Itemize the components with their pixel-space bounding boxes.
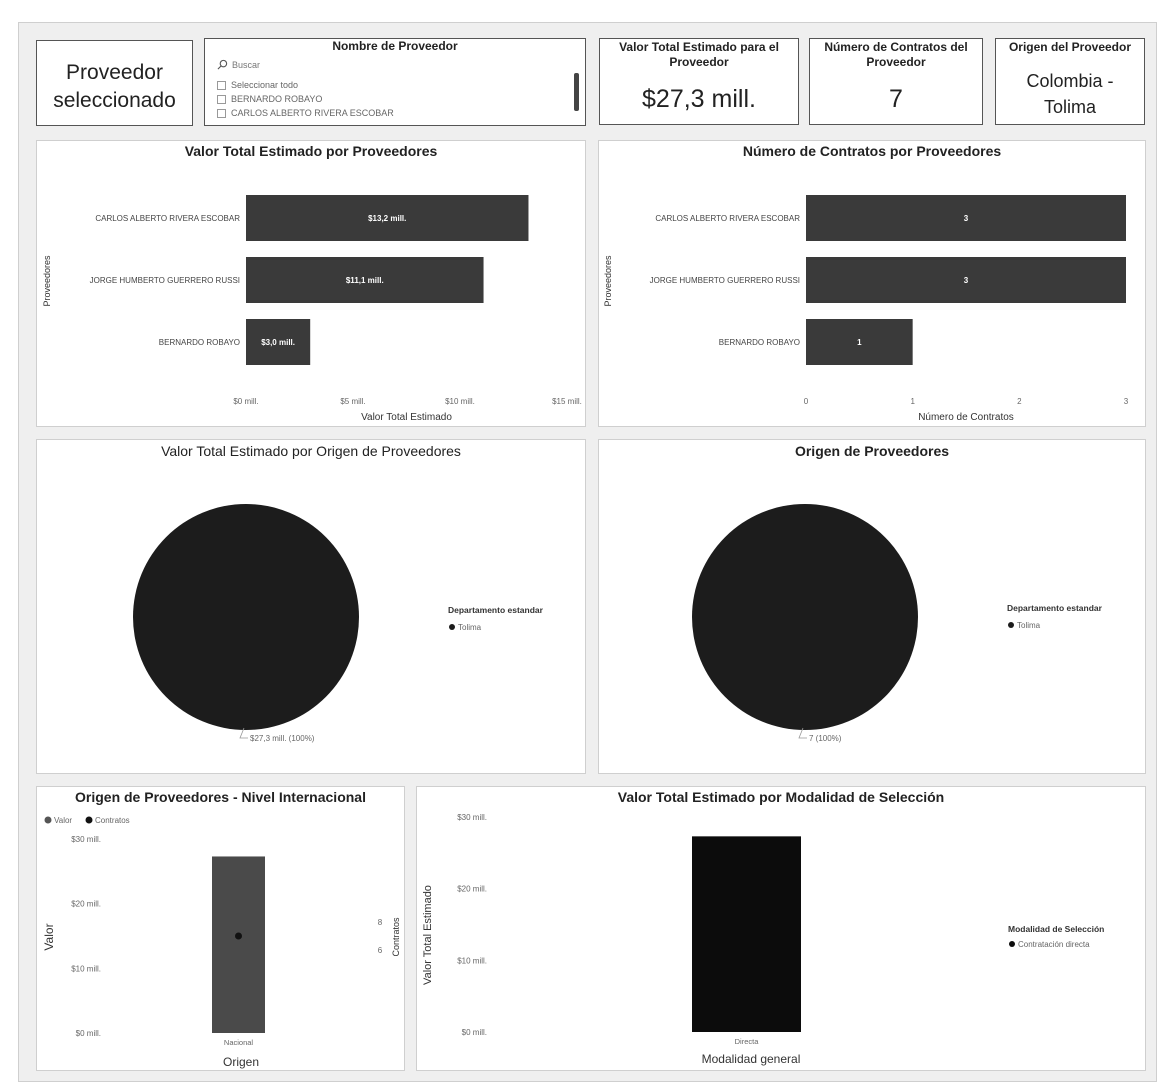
slicer-title: Nombre de Proveedor	[332, 39, 458, 53]
bar	[212, 856, 265, 1033]
y2-tick-label: 6	[377, 945, 383, 955]
legend-title: Modalidad de Selección	[1008, 924, 1105, 934]
kpi-valor-title: Valor Total Estimado para el Proveedor	[619, 40, 779, 69]
data-label: 3	[963, 276, 969, 285]
search-icon	[217, 59, 228, 70]
y-axis-label: Proveedores	[42, 255, 52, 307]
data-label: 1	[857, 338, 862, 347]
chart-contratos-proveedores-svg	[599, 141, 1147, 428]
x-axis-label: Valor Total Estimado	[361, 412, 452, 423]
chart-title: Valor Total Estimado por Modalidad de Selección	[617, 789, 945, 805]
category-label: CARLOS ALBERTO RIVERA ESCOBAR	[95, 214, 240, 223]
legend-title: Departamento estandar	[448, 605, 543, 615]
legend-item: Contratos	[95, 816, 130, 825]
chart-title: Origen de Proveedores	[794, 443, 950, 459]
y2-tick-label: 8	[377, 918, 383, 928]
x-axis-label: Origen	[222, 1055, 260, 1069]
chart-valor-origen	[36, 439, 586, 774]
chart-contratos-proveedores	[598, 140, 1146, 427]
y-tick-label: $0 mill.	[75, 1029, 101, 1038]
x-tick-label: Nacional	[223, 1038, 254, 1047]
slicer-item-carlos[interactable]	[217, 108, 394, 118]
chart-title: Valor Total Estimado por Origen de Proveedores	[161, 443, 461, 459]
legend-item: Tolima	[458, 623, 482, 632]
y-tick-label: $10 mill.	[71, 964, 101, 974]
kpi-origen-title: Origen del Proveedor	[1008, 40, 1132, 54]
legend-item: Valor	[54, 816, 73, 825]
y-tick-label: $0 mill.	[461, 1028, 487, 1037]
slicer-item-label: CARLOS ALBERTO RIVERA ESCOBAR	[231, 108, 394, 118]
y-tick-label: $30 mill.	[457, 813, 487, 822]
kpi-origen-value: Colombia - Tolima	[1026, 71, 1114, 117]
legend-dot-icon	[86, 817, 93, 824]
checkbox-icon	[217, 95, 226, 104]
legend-dot-icon	[1008, 622, 1014, 628]
category-label: CARLOS ALBERTO RIVERA ESCOBAR	[655, 214, 800, 223]
legend-dot-icon	[1009, 941, 1015, 947]
x-tick-label: 0	[803, 397, 809, 406]
x-tick-label: $15 mill.	[552, 397, 582, 406]
legend-dot-icon	[45, 817, 52, 824]
x-axis-label: Número de Contratos	[918, 412, 1014, 423]
category-label: JORGE HUMBERTO GUERRERO RUSSI	[89, 276, 240, 285]
legend-item: Contratación directa	[1018, 940, 1090, 949]
legend-item: Tolima	[1017, 621, 1041, 630]
y-axis-label: Valor Total Estimado	[422, 885, 434, 985]
x-tick-label: 2	[1017, 397, 1022, 406]
bar	[692, 836, 801, 1032]
data-point	[235, 933, 242, 940]
pie-data-label: $27,3 mill. (100%)	[250, 734, 315, 743]
slicer-item-bernardo[interactable]	[217, 94, 322, 104]
chart-origen-proveedores	[598, 439, 1146, 774]
chart-nivel-internacional-svg	[37, 787, 406, 1072]
kpi-origen-card	[995, 38, 1145, 125]
kpi-contratos-title: Número de Contratos del Proveedor	[824, 40, 968, 69]
legend-title: Departamento estandar	[1007, 603, 1102, 613]
legend-dot-icon	[449, 624, 455, 630]
data-label: $11,1 mill.	[345, 276, 384, 285]
kpi-valor-card	[599, 38, 799, 125]
chart-modalidad	[416, 786, 1146, 1071]
data-label: $3,0 mill.	[261, 338, 295, 347]
chart-nivel-internacional	[36, 786, 405, 1071]
selected-supplier-card	[36, 40, 193, 126]
x-tick-label: $5 mill.	[340, 397, 366, 406]
slicer-search[interactable]	[217, 59, 260, 70]
category-label: JORGE HUMBERTO GUERRERO RUSSI	[649, 276, 800, 285]
data-label: $13,2 mill.	[368, 214, 407, 223]
selected-supplier-label: Proveedor seleccionado	[53, 61, 176, 112]
pie-data-label: 7 (100%)	[809, 734, 842, 743]
checkbox-icon	[217, 81, 226, 90]
y-tick-label: $20 mill.	[457, 884, 487, 894]
chart-modalidad-svg	[417, 787, 1147, 1072]
category-label: BERNARDO ROBAYO	[718, 338, 800, 347]
slicer-scrollbar[interactable]	[574, 73, 579, 111]
chart-valor-proveedores-svg	[37, 141, 587, 428]
checkbox-icon	[217, 109, 226, 118]
kpi-contratos-card	[809, 38, 983, 125]
chart-valor-proveedores	[36, 140, 586, 427]
y2-axis-label: Contratos	[391, 917, 401, 957]
x-axis-label: Modalidad general	[701, 1052, 801, 1066]
slicer-item-label: BERNARDO ROBAYO	[231, 94, 323, 104]
y-tick-label: $30 mill.	[71, 835, 101, 844]
pie-slice	[133, 504, 359, 730]
chart-title: Valor Total Estimado por Proveedores	[184, 143, 438, 159]
kpi-contratos-value: 7	[889, 85, 903, 113]
x-tick-label: 1	[910, 397, 915, 406]
chart-title: Número de Contratos por Proveedores	[742, 143, 1002, 159]
slicer-search-placeholder: Buscar	[232, 59, 261, 70]
chart-title: Origen de Proveedores - Nivel Internacional	[75, 789, 366, 805]
slicer-item-select-all[interactable]	[217, 80, 298, 90]
chart-origen-proveedores-svg	[599, 440, 1147, 775]
y-axis-label: Proveedores	[603, 255, 613, 307]
chart-valor-origen-svg	[37, 440, 587, 775]
y-axis-label: Valor	[42, 923, 56, 951]
kpi-valor-value: $27,3 mill.	[642, 85, 756, 113]
x-tick-label: $10 mill.	[445, 397, 475, 406]
x-tick-label: 3	[1123, 397, 1129, 406]
y-tick-label: $20 mill.	[71, 899, 101, 909]
supplier-slicer	[204, 38, 586, 126]
x-tick-label: $0 mill.	[233, 397, 259, 406]
pie-slice	[692, 504, 918, 730]
data-label: 3	[963, 214, 969, 223]
x-tick-label: Directa	[734, 1037, 759, 1046]
y-tick-label: $10 mill.	[457, 956, 487, 966]
slicer-item-label: Seleccionar todo	[231, 80, 299, 90]
category-label: BERNARDO ROBAYO	[158, 338, 240, 347]
